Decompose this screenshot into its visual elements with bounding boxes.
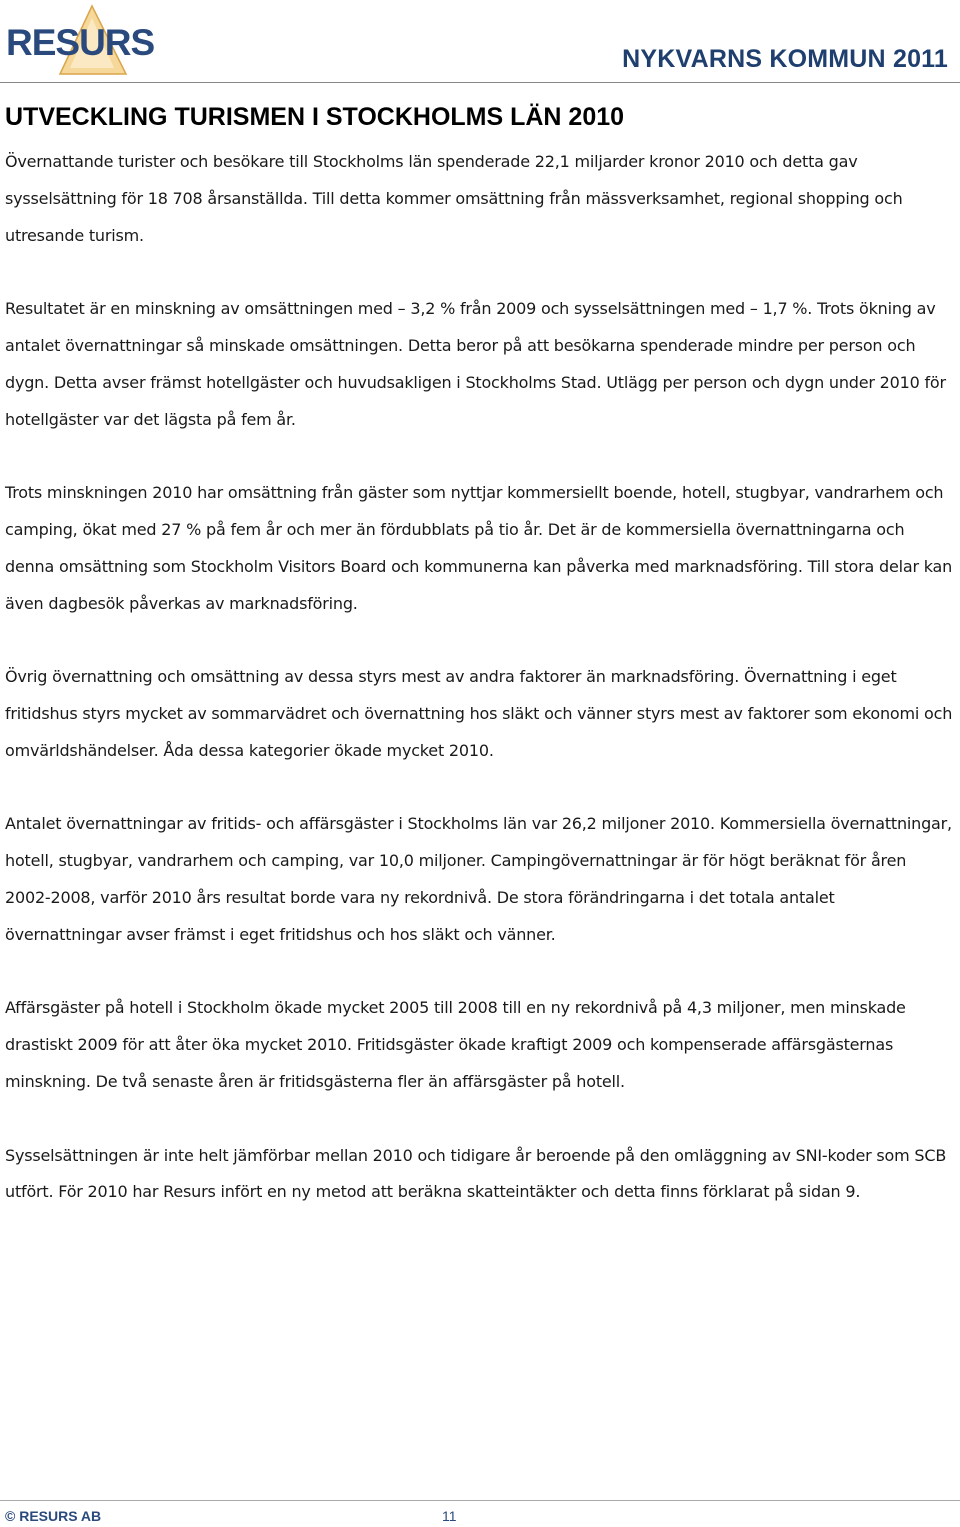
paragraph: Trots minskningen 2010 har omsättning från gäster som nyttjar kommersiellt boende, hotell, stugbyar, vandrarhem och camping, ökat med 27 % på fem år och mer än fördubblats på tio år. Det är de kommersiella övernattningarna och denna omsättning som Stockholm Visitors Board och kommunerna kan påverka med marknadsföring. Till stora delar kan även dagbesök påverkas av marknadsföring. — [5, 483, 953, 613]
paragraph: Övernattande turister och besökare till Stockholms län spenderade 22,1 miljarder kronor 2010 och detta gav sysselsättning för 18 708 årsanställda. Till detta kommer omsättning från mässverksamhet, regional shopping och utresande turism. — [5, 152, 903, 245]
report-title: NYKVARNS KOMMUN 2011 — [622, 45, 948, 73]
body-text — [5, 144, 955, 1248]
resurs-logo — [4, 4, 155, 74]
footer-copyright: © RESURS AB — [5, 1508, 102, 1524]
footer-divider — [0, 1500, 960, 1501]
page-number: 11 — [442, 1508, 457, 1524]
logo-wordmark: RESURS — [6, 22, 155, 63]
paragraph: Övrig övernattning och omsättning av dessa styrs mest av andra faktorer än marknadsföring. Övernattning i eget fritidshus styrs mycket av sommarvädret och övernattning hos släkt och vänner styrs mest av faktorer som ekonomi och omvärldshändelser. Åda dessa kategorier ökade mycket 2010. — [5, 667, 953, 760]
page-header — [0, 0, 960, 86]
paragraph: Sysselsättningen är inte helt jämförbar mellan 2010 och tidigare år beroende på den omläggning av SNI-koder som SCB utfört. För 2010 har Resurs infört en ny metod att beräkna skatteintäkter och detta finns förklarat på sidan 9. — [5, 1145, 947, 1202]
paragraph: Resultatet är en minskning av omsättningen med – 3,2 % från 2009 och sysselsättningen med – 1,7 %. Trots ökning av antalet övernattningar så minskade omsättningen. Detta beror på att besökarna spenderade mindre per person och dygn. Detta avser främst hotellgäster och huvudsakligen i Stockholms Stad. Utlägg per person och dygn under 2010 för hotellgäster var det lägsta på fem år. — [5, 299, 946, 429]
page-title: UTVECKLING TURISMEN I STOCKHOLMS LÄN 2010 — [5, 103, 625, 131]
paragraph: Antalet övernattningar av fritids- och affärsgäster i Stockholms län var 26,2 miljoner 2010. Kommersiella övernattningar, hotell, stugbyar, vandrarhem och camping, var 10,0 miljoner. Campingövernattningar är för högt beräknat för åren 2002-2008, varför 2010 års resultat borde vara ny rekordnivå. De stora förändringarna i det totala antalet övernattningar avser främst i eget fritidshus och hos släkt och vänner. — [5, 814, 952, 944]
paragraph: Affärsgäster på hotell i Stockholm ökade mycket 2005 till 2008 till en ny rekordnivå på 4,3 miljoner, men minskade drastiskt 2009 för att åter öka mycket 2010. Fritidsgäster ökade kraftigt 2009 och kompenserade affärsgästernas minskning. De två senaste åren är fritidsgästerna fler än affärsgäster på hotell. — [5, 998, 906, 1091]
header-divider — [0, 82, 960, 83]
